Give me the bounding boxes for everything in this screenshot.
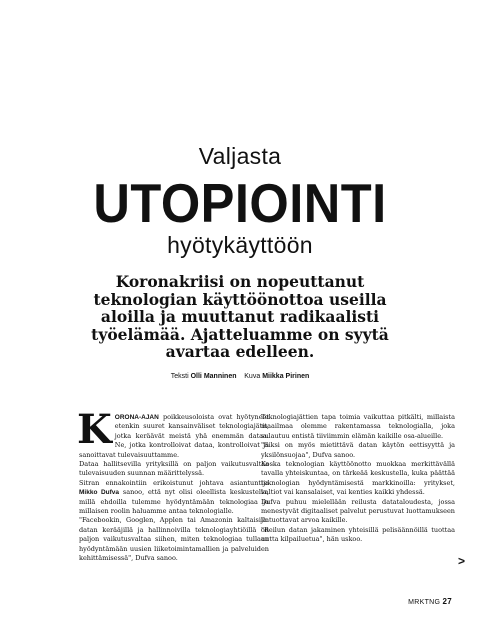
lead-line: aloilla ja muuttanut radikaalisti	[100, 307, 380, 326]
lead-line: avartaa edelleen.	[165, 342, 315, 361]
body-paragraph: "Siksi on myös mietittävä datan käytön eettisyyttä ja yksilönsuojaa", Dufva sanoo.	[261, 441, 455, 459]
paragraph-text: Sitran ennakointiin erikoistunut johtava asiantuntija	[79, 478, 269, 487]
expert-name: Mikko Dufva	[79, 489, 120, 497]
text-credit-label: Teksti	[170, 373, 189, 380]
lead-paragraph	[0, 273, 480, 361]
text-credit-author: Olli Manninen	[190, 373, 237, 380]
body-paragraph	[77, 406, 269, 460]
title-main: UTOPIOINTI	[93, 172, 387, 234]
byline	[0, 373, 480, 380]
body-column-1	[77, 406, 269, 564]
drop-cap: K	[77, 406, 112, 453]
body-paragraph: Teknologiajättien tapa toimia vaikuttaa pitkälti, millaista maailmaa olemme rakentamassa teknologialla, joka sulautuu entistä tiiviimmin elämän kaikille osa-alueille.	[261, 413, 455, 440]
lead-line: työelämää. Ajatteluamme on syytä	[91, 324, 389, 344]
continue-arrow-icon: >	[458, 554, 466, 568]
lead-line: Koronakriisi on nopeuttanut	[115, 272, 365, 291]
body-paragraph: Koska teknologian käyttöönotto muokkaa merkittävällä tavalla yhteiskuntaa, on tärkeää keskustella, kuka päättää teknologian hyödyntämisestä markkinoilla: yritykset, valtiot vai kansalaiset, vai kenties kaikki yhdessä.	[261, 460, 455, 497]
body-paragraph: Dufva puhuu mielellään reilusta datataloudesta, jossa menestyvät digitaaliset palvelut perustuvat luottamukseen ja tuottavat arvoa kaikille.	[261, 497, 455, 525]
title-pre: Valjasta	[198, 143, 282, 169]
paragraph-text: poikkeusoloista ovat hyötyneet etenkin suuret kansainväliset teknologiajätit, jotka keräävät meistä yhä enemmän dataa. Ne, jotka kontrolloivat dataa, kontrolloivat ja sanoittavat tulevaisuuttamme.	[79, 413, 269, 459]
body-paragraph: Dataa hallitsevilla yrityksillä on paljon vaikutusvaltaa tulevaisuuden suunnan määrittelyssä.	[79, 460, 269, 478]
lead-in-caps: ORONA-AJAN	[114, 414, 159, 421]
lead-line: teknologian käyttöönottoa useilla	[93, 289, 387, 309]
photo-credit-author: Miikka Pirinen	[262, 373, 310, 380]
title-post: hyötykäyttöön	[167, 232, 313, 258]
magazine-name: MRKTNG	[408, 599, 441, 606]
body-paragraph: "Reilun datan jakaminen yhteisillä pelisäännöillä tuottaa uutta kilpailuetua", hän uskoo.	[261, 525, 455, 544]
body-column-2	[261, 413, 455, 545]
body-paragraph: "Facebookin, Googlen, Applen tai Amazonin kaltaisilla datan kerääjillä ja hallinnoivilla teknologiayhtiöillä on paljon vaikutusvaltaa siihen, miten teknologiaa tullaan hyödyntämään uusien liiketoimintamallien ja palveluiden kehittämisessä", Dufva sanoo.	[79, 516, 269, 563]
photo-credit-label: Kuva	[244, 373, 261, 380]
page-footer	[408, 597, 452, 606]
paragraph-text: sanoo, että nyt olisi oleellista keskustella, millä ehdoilla tulemme hyödyntämään teknologiaa ja millaisen roolin haluamme antaa teknologialle.	[79, 488, 269, 516]
body-paragraph	[79, 479, 269, 517]
page-number: 27	[442, 597, 452, 606]
